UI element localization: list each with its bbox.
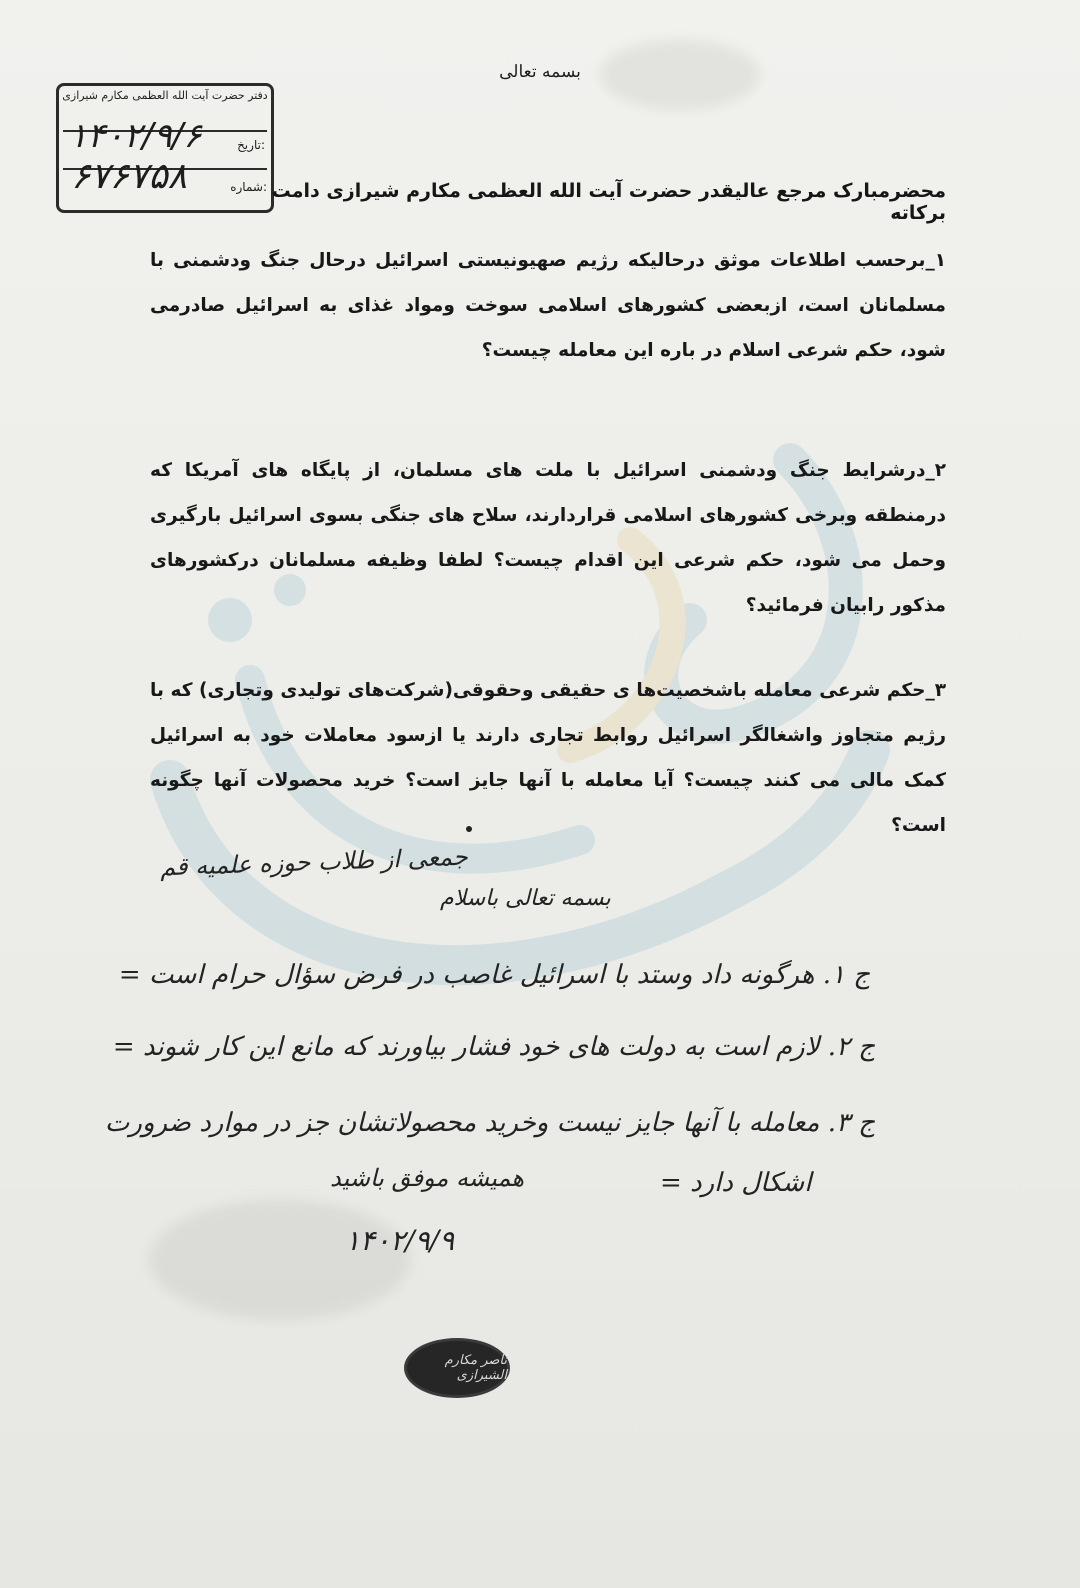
answer-opening: بسمه تعالی باسلام <box>440 886 611 911</box>
page-header-basmala: بسمه تعالی <box>499 62 581 82</box>
questioner-signature: جمعی از طلاب حوزه علمیه قم <box>159 842 469 882</box>
answer-item-3-continued: اشکال دارد = <box>660 1168 812 1198</box>
answer-item-1: ج ۱. هرگونه داد وستد با اسرائیل غاصب در فرض سؤال حرام است = <box>118 960 870 990</box>
answer-item-2: ج ۲. لازم است به دولت های خود فشار بیاورند که مانع این کار شوند = <box>112 1032 875 1062</box>
seal-text: ناصر مکارم الشیرازی <box>444 1353 507 1383</box>
answer-item-3: ج ۳. معامله با آنها جایز نیست وخرید محصولاتشان جز در موارد ضرورت <box>104 1108 875 1138</box>
question-2: ۲_درشرایط جنگ ودشمنی اسرائیل با ملت های مسلمان، از پایگاه های آمریکا که درمنطقه وبرخی کشورهای اسلامی قراردارند، سلاح های جنگی بسوی اسرائیل بارگیری وحمل می شود، حکم شرعی این اقدام چیست؟ لطفا وظیفه مسلمانان درکشورهای مذکور رابیان فرمائید؟ <box>150 460 946 616</box>
letter-addressee: محضرمبارک مرجع عالیقدر حضرت آیت الله العظمی مکارم شیرازی دامت برکاته <box>271 180 946 224</box>
stamp-number-label: شماره: <box>230 180 267 194</box>
question-3: ۳_حکم شرعی معامله باشخصیت‌ها ی حقیقی وحقوقی(شرکت‌های تولیدی وتجاری) که با رژیم متجاوز واشغالگر اسرائیل روابط تجاری دارند یا ازسود معاملات خود به اسرائیل کمک مالی می کنند چیست؟ آیا معامله با آنها جایز است؟ خرید محصولات آنها چگونه است؟ <box>150 680 946 836</box>
ink-seal <box>404 1338 510 1398</box>
ink-dot <box>466 826 472 832</box>
registration-stamp <box>56 83 274 213</box>
stamp-number-value: ۶۷۶۷۵۸ <box>71 156 188 197</box>
question-1: ۱_برحسب اطلاعات موثق درحالیکه رژیم صهیونیستی اسرائیل درحال جنگ ودشمنی با مسلمانان است، ازبعضی کشورهای اسلامی سوخت ومواد غذای به اسرائیل صادرمی شود، حکم شرعی اسلام در باره این معامله چیست؟ <box>150 250 946 361</box>
answer-date: ۱۴۰۲/۹/۹ <box>345 1224 455 1257</box>
answer-closing: همیشه موفق باشید <box>330 1164 524 1192</box>
stamp-heading: دفتر حضرت آیت الله العظمی مکارم شیرازی <box>62 89 268 102</box>
stamp-date-value: ۱۴۰۲/۹/۶ <box>69 116 202 156</box>
stamp-date-label: تاریخ: <box>237 138 265 152</box>
paper-smudge <box>150 1200 410 1320</box>
